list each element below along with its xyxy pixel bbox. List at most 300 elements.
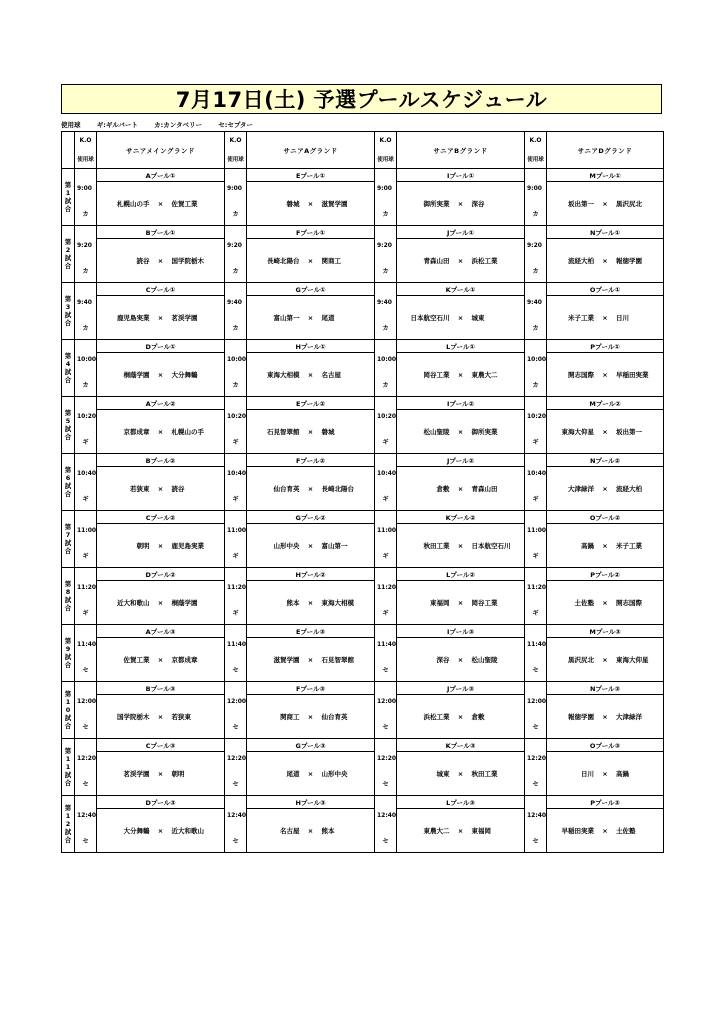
pool-spacer	[525, 340, 547, 353]
pool-spacer	[225, 511, 247, 524]
ko-label: K.O	[229, 137, 242, 144]
ball-type: ギ	[82, 610, 89, 617]
match-cell	[397, 467, 525, 511]
game-label-char: 第	[64, 804, 72, 812]
game-label-char: 第	[64, 352, 72, 360]
versus-mark: ×	[157, 314, 164, 322]
ball-type: セ	[232, 724, 239, 731]
pool-row	[62, 625, 664, 638]
pool-spacer	[225, 625, 247, 638]
versus-mark: ×	[602, 656, 608, 664]
ball-type: セ	[382, 781, 389, 788]
match-cell	[547, 239, 664, 283]
pool-name: Iプール③	[397, 625, 525, 638]
pool-spacer	[375, 340, 397, 353]
match-cell	[97, 752, 225, 796]
header-ko-cell	[75, 132, 97, 169]
kickoff-time: 9:20	[227, 241, 242, 249]
match-row	[62, 182, 664, 226]
versus-mark: ×	[307, 656, 314, 664]
kickoff-time: 10:00	[227, 355, 247, 363]
pool-row	[62, 568, 664, 581]
away-team: 滋賀学園	[321, 200, 348, 208]
game-label-char: 合	[64, 376, 72, 384]
pool-name: Nプール②	[547, 454, 664, 467]
game-label-char: 試	[64, 771, 72, 779]
pool-spacer	[375, 796, 397, 809]
pool-spacer	[75, 340, 97, 353]
ball-type: セ	[82, 838, 89, 845]
game-label-char: 試	[64, 482, 72, 490]
ball-type: カ	[232, 268, 239, 275]
versus-mark: ×	[307, 200, 314, 208]
kickoff-time: 11:20	[227, 583, 247, 591]
away-team: 茗渓学園	[171, 314, 198, 322]
away-team: 御所実業	[471, 428, 498, 436]
match-cell	[547, 695, 664, 739]
away-team: 報徳学園	[616, 257, 642, 265]
match-cell	[97, 353, 225, 397]
game-label-char: 合	[64, 722, 72, 730]
pool-spacer	[225, 682, 247, 695]
home-team: 京都成章	[123, 428, 150, 436]
home-team: 日川	[581, 770, 594, 778]
ground-a: サニアAグランド	[247, 132, 375, 169]
pool-spacer	[75, 283, 97, 296]
home-team: 関商工	[280, 713, 300, 721]
home-team: 大津緑洋	[568, 485, 594, 493]
ball-type: カ	[82, 325, 89, 332]
game-number-label	[62, 226, 75, 283]
ball-type: カ	[382, 382, 389, 389]
pool-name: Iプール①	[397, 169, 525, 182]
kickoff-cell	[75, 524, 97, 568]
game-number-label	[62, 739, 75, 796]
pool-spacer	[75, 226, 97, 239]
pool-name: Kプール②	[397, 511, 525, 524]
pool-name: Fプール③	[247, 682, 375, 695]
versus-mark: ×	[307, 770, 314, 778]
pool-spacer	[225, 169, 247, 182]
home-team: 朝明	[136, 542, 150, 550]
home-team: 滋賀学園	[273, 656, 300, 664]
kickoff-cell	[225, 239, 247, 283]
match-cell	[97, 296, 225, 340]
kickoff-cell	[375, 524, 397, 568]
match-cell	[247, 695, 375, 739]
away-team: 大津緑洋	[616, 713, 642, 721]
game-label-char: 合	[64, 836, 72, 844]
versus-mark: ×	[157, 599, 164, 607]
pool-spacer	[375, 625, 397, 638]
kickoff-time: 12:40	[377, 811, 397, 819]
ball-legend	[61, 120, 267, 129]
home-team: 松山聖陵	[423, 428, 450, 436]
away-team: 札幌山の手	[171, 428, 204, 436]
match-row	[62, 296, 664, 340]
kickoff-time: 9:20	[527, 241, 542, 249]
ball-type: セ	[382, 667, 389, 674]
kickoff-time: 10:40	[77, 469, 97, 477]
away-team: 東海大仰星	[616, 656, 649, 664]
kickoff-time: 10:40	[227, 469, 247, 477]
home-team: 倉敷	[436, 485, 450, 493]
match-cell	[97, 182, 225, 226]
versus-mark: ×	[157, 542, 164, 550]
kickoff-time: 11:20	[377, 583, 397, 591]
match-cell	[247, 467, 375, 511]
home-team: 近大和歌山	[117, 599, 150, 607]
ball-type: カ	[382, 211, 389, 218]
pool-spacer	[75, 739, 97, 752]
kickoff-time: 11:00	[377, 526, 397, 534]
away-team: 倉敷	[471, 713, 485, 721]
kickoff-cell	[375, 353, 397, 397]
pool-name: Aプール③	[97, 625, 225, 638]
ball-type: カ	[532, 382, 539, 389]
pool-name: Bプール①	[97, 226, 225, 239]
match-cell	[547, 581, 664, 625]
match-cell	[397, 410, 525, 454]
home-team: 米子工業	[568, 314, 594, 322]
away-team: 流経大柏	[616, 485, 642, 493]
away-team: 深谷	[471, 200, 485, 208]
away-team: 浜松工業	[471, 257, 498, 265]
ball-type: セ	[532, 667, 539, 674]
ball-label: 使用球	[227, 157, 244, 163]
match-row	[62, 638, 664, 682]
game-label-char: 第	[64, 747, 72, 755]
match-cell	[247, 638, 375, 682]
ball-type: カ	[82, 382, 89, 389]
home-team: 読谷	[136, 257, 150, 265]
away-team: 国学院栃木	[171, 257, 204, 265]
ground-b: サニアBグランド	[397, 132, 525, 169]
kickoff-cell	[375, 752, 397, 796]
match-row	[62, 752, 664, 796]
game-number-label	[62, 340, 75, 397]
pool-name: Gプール②	[247, 511, 375, 524]
versus-mark: ×	[157, 827, 164, 835]
away-team: 朝明	[171, 770, 185, 778]
game-label-char: 5	[65, 417, 71, 425]
home-team: 浜松工業	[423, 713, 450, 721]
ball-type: ギ	[382, 553, 389, 560]
home-team: 岡谷工業	[423, 371, 450, 379]
kickoff-cell	[225, 695, 247, 739]
versus-mark: ×	[307, 257, 314, 265]
ball-type: カ	[532, 211, 539, 218]
ball-type: カ	[82, 211, 89, 218]
away-team: 日本航空石川	[471, 542, 511, 550]
pool-name: Pプール②	[547, 568, 664, 581]
ground-main: サニアメイングランド	[97, 132, 225, 169]
ball-type: セ	[532, 781, 539, 788]
pool-name: Gプール③	[247, 739, 375, 752]
match-row	[62, 809, 664, 853]
home-team: 尾道	[286, 770, 300, 778]
pool-spacer	[525, 511, 547, 524]
game-label-char: 第	[64, 523, 72, 531]
away-team: 山形中央	[321, 770, 348, 778]
pool-spacer	[225, 226, 247, 239]
game-label-char: 試	[64, 311, 72, 319]
match-cell	[397, 752, 525, 796]
pool-spacer	[375, 454, 397, 467]
header-ko-cell	[225, 132, 247, 169]
ball-type: カ	[232, 325, 239, 332]
header-corner	[62, 132, 75, 169]
pool-name: Fプール②	[247, 454, 375, 467]
versus-mark: ×	[602, 770, 608, 778]
game-label-char: 第	[64, 238, 72, 246]
match-cell	[397, 296, 525, 340]
match-cell	[97, 695, 225, 739]
game-label-char: 試	[64, 254, 72, 262]
home-team: 磐城	[286, 200, 300, 208]
home-team: 早稲田実業	[561, 827, 594, 835]
pool-name: Cプール①	[97, 283, 225, 296]
match-cell	[97, 809, 225, 853]
kickoff-time: 11:40	[227, 640, 247, 648]
kickoff-cell	[525, 296, 547, 340]
kickoff-time: 9:40	[227, 298, 242, 306]
kickoff-cell	[375, 239, 397, 283]
versus-mark: ×	[457, 713, 464, 721]
pool-name: Jプール①	[397, 226, 525, 239]
pool-spacer	[375, 397, 397, 410]
kickoff-time: 11:20	[527, 583, 547, 591]
game-label-char: 7	[65, 531, 71, 539]
pool-name: Dプール①	[97, 340, 225, 353]
ball-type: ギ	[232, 553, 239, 560]
kickoff-time: 9:40	[77, 298, 92, 306]
versus-mark: ×	[602, 599, 608, 607]
kickoff-cell	[75, 467, 97, 511]
ball-type: セ	[82, 667, 89, 674]
home-team: 秋田工業	[423, 542, 450, 550]
pool-row	[62, 283, 664, 296]
pool-spacer	[225, 796, 247, 809]
ball-type: ギ	[382, 496, 389, 503]
versus-mark: ×	[602, 200, 608, 208]
game-label-char: 2	[65, 820, 71, 828]
kickoff-cell	[75, 809, 97, 853]
pool-name: Kプール①	[397, 283, 525, 296]
kickoff-time: 10:20	[527, 412, 547, 420]
versus-mark: ×	[157, 200, 164, 208]
ball-type: ギ	[232, 610, 239, 617]
kickoff-time: 12:00	[77, 697, 97, 705]
kickoff-cell	[225, 524, 247, 568]
ball-type: カ	[532, 325, 539, 332]
match-cell	[547, 296, 664, 340]
versus-mark: ×	[602, 428, 608, 436]
kickoff-time: 11:40	[527, 640, 547, 648]
pool-spacer	[525, 568, 547, 581]
pool-spacer	[75, 169, 97, 182]
ball-type: ギ	[532, 553, 539, 560]
home-team: 山形中央	[273, 542, 300, 550]
match-cell	[247, 296, 375, 340]
versus-mark: ×	[457, 827, 464, 835]
pool-spacer	[75, 511, 97, 524]
versus-mark: ×	[157, 428, 164, 436]
kickoff-cell	[525, 353, 547, 397]
away-team: 日川	[616, 314, 629, 322]
game-label-char: 第	[64, 690, 72, 698]
versus-mark: ×	[602, 371, 608, 379]
kickoff-cell	[75, 410, 97, 454]
kickoff-cell	[375, 410, 397, 454]
away-team: 開志国際	[616, 599, 642, 607]
home-team: 東海大相模	[267, 371, 300, 379]
ball-type: ギ	[532, 439, 539, 446]
kickoff-cell	[225, 752, 247, 796]
kickoff-time: 12:00	[527, 697, 547, 705]
pool-row	[62, 796, 664, 809]
header-ko-cell	[525, 132, 547, 169]
kickoff-time: 11:40	[377, 640, 397, 648]
ball-type: カ	[382, 325, 389, 332]
ball-type: カ	[232, 211, 239, 218]
game-label-char: 第	[64, 409, 72, 417]
pool-name: Oプール①	[547, 283, 664, 296]
pool-name: Kプール③	[397, 739, 525, 752]
match-cell	[97, 524, 225, 568]
home-team: 城東	[436, 770, 450, 778]
home-team: 大分舞鶴	[123, 827, 150, 835]
kickoff-cell	[375, 809, 397, 853]
versus-mark: ×	[602, 827, 608, 835]
game-number-label	[62, 625, 75, 682]
game-label-char: 合	[64, 604, 72, 612]
kickoff-cell	[75, 695, 97, 739]
match-row	[62, 410, 664, 454]
ball-type: セ	[82, 781, 89, 788]
ball-type: セ	[232, 781, 239, 788]
game-label-char: 試	[64, 653, 72, 661]
kickoff-cell	[225, 809, 247, 853]
kickoff-time: 12:40	[227, 811, 247, 819]
kickoff-cell	[75, 182, 97, 226]
kickoff-time: 9:00	[377, 184, 392, 192]
pool-spacer	[225, 397, 247, 410]
match-row	[62, 239, 664, 283]
pool-name: Cプール③	[97, 739, 225, 752]
ball-type: ギ	[532, 610, 539, 617]
pool-spacer	[525, 283, 547, 296]
away-team: 大分舞鶴	[171, 371, 198, 379]
match-cell	[397, 239, 525, 283]
home-team: 茗渓学園	[123, 770, 150, 778]
pool-name: Dプール③	[97, 796, 225, 809]
pool-name: Mプール①	[547, 169, 664, 182]
home-team: 仙台育英	[273, 485, 300, 493]
kickoff-time: 10:20	[77, 412, 97, 420]
pool-name: Pプール③	[547, 796, 664, 809]
pool-spacer	[225, 739, 247, 752]
header-row	[62, 132, 664, 169]
home-team: 東福岡	[430, 599, 450, 607]
match-row	[62, 695, 664, 739]
versus-mark: ×	[457, 428, 464, 436]
kickoff-cell	[75, 239, 97, 283]
kickoff-time: 9:20	[77, 241, 92, 249]
ball-type: ギ	[232, 439, 239, 446]
game-label-char: 合	[64, 779, 72, 787]
kickoff-time: 11:00	[527, 526, 547, 534]
versus-mark: ×	[457, 200, 464, 208]
pool-row	[62, 397, 664, 410]
pool-name: Lプール①	[397, 340, 525, 353]
pool-name: Jプール②	[397, 454, 525, 467]
match-cell	[247, 752, 375, 796]
pool-name: Gプール①	[247, 283, 375, 296]
pool-spacer	[525, 454, 547, 467]
versus-mark: ×	[157, 257, 164, 265]
kickoff-cell	[375, 296, 397, 340]
game-label-char: 試	[64, 828, 72, 836]
versus-mark: ×	[307, 371, 314, 379]
kickoff-time: 10:40	[527, 469, 547, 477]
game-label-char: 試	[64, 197, 72, 205]
game-number-label	[62, 397, 75, 454]
header-ko-cell	[375, 132, 397, 169]
ball-type: セ	[532, 838, 539, 845]
pool-spacer	[525, 226, 547, 239]
ball-type: カ	[232, 382, 239, 389]
game-label-char: 合	[64, 547, 72, 555]
home-team: 長崎北陽台	[267, 257, 300, 265]
ball-type: セ	[232, 838, 239, 845]
kickoff-cell	[525, 410, 547, 454]
kickoff-time: 11:00	[77, 526, 97, 534]
game-label-char: 0	[65, 706, 71, 714]
legend-item: カ:カンタベリー	[154, 121, 202, 129]
kickoff-time: 12:00	[377, 697, 397, 705]
game-number-label	[62, 511, 75, 568]
match-row	[62, 524, 664, 568]
ball-type: ギ	[82, 496, 89, 503]
pool-name: Mプール②	[547, 397, 664, 410]
ball-type: カ	[382, 268, 389, 275]
ball-label: 使用球	[377, 157, 394, 163]
kickoff-time: 9:00	[77, 184, 92, 192]
pool-spacer	[375, 568, 397, 581]
match-row	[62, 581, 664, 625]
kickoff-cell	[375, 467, 397, 511]
pool-name: Nプール①	[547, 226, 664, 239]
pool-spacer	[225, 283, 247, 296]
ball-type: ギ	[82, 439, 89, 446]
kickoff-cell	[525, 524, 547, 568]
match-cell	[247, 524, 375, 568]
game-label-char: 試	[64, 368, 72, 376]
match-cell	[547, 353, 664, 397]
page-title: 7月17日(土) 予選プールスケジュール	[61, 84, 662, 114]
pool-spacer	[75, 568, 97, 581]
match-cell	[547, 524, 664, 568]
kickoff-cell	[75, 752, 97, 796]
home-team: 報徳学園	[568, 713, 594, 721]
kickoff-cell	[375, 638, 397, 682]
away-team: 青森山田	[471, 485, 498, 493]
pool-spacer	[75, 682, 97, 695]
kickoff-cell	[225, 182, 247, 226]
away-team: 尾道	[321, 314, 335, 322]
ball-type: ギ	[82, 553, 89, 560]
